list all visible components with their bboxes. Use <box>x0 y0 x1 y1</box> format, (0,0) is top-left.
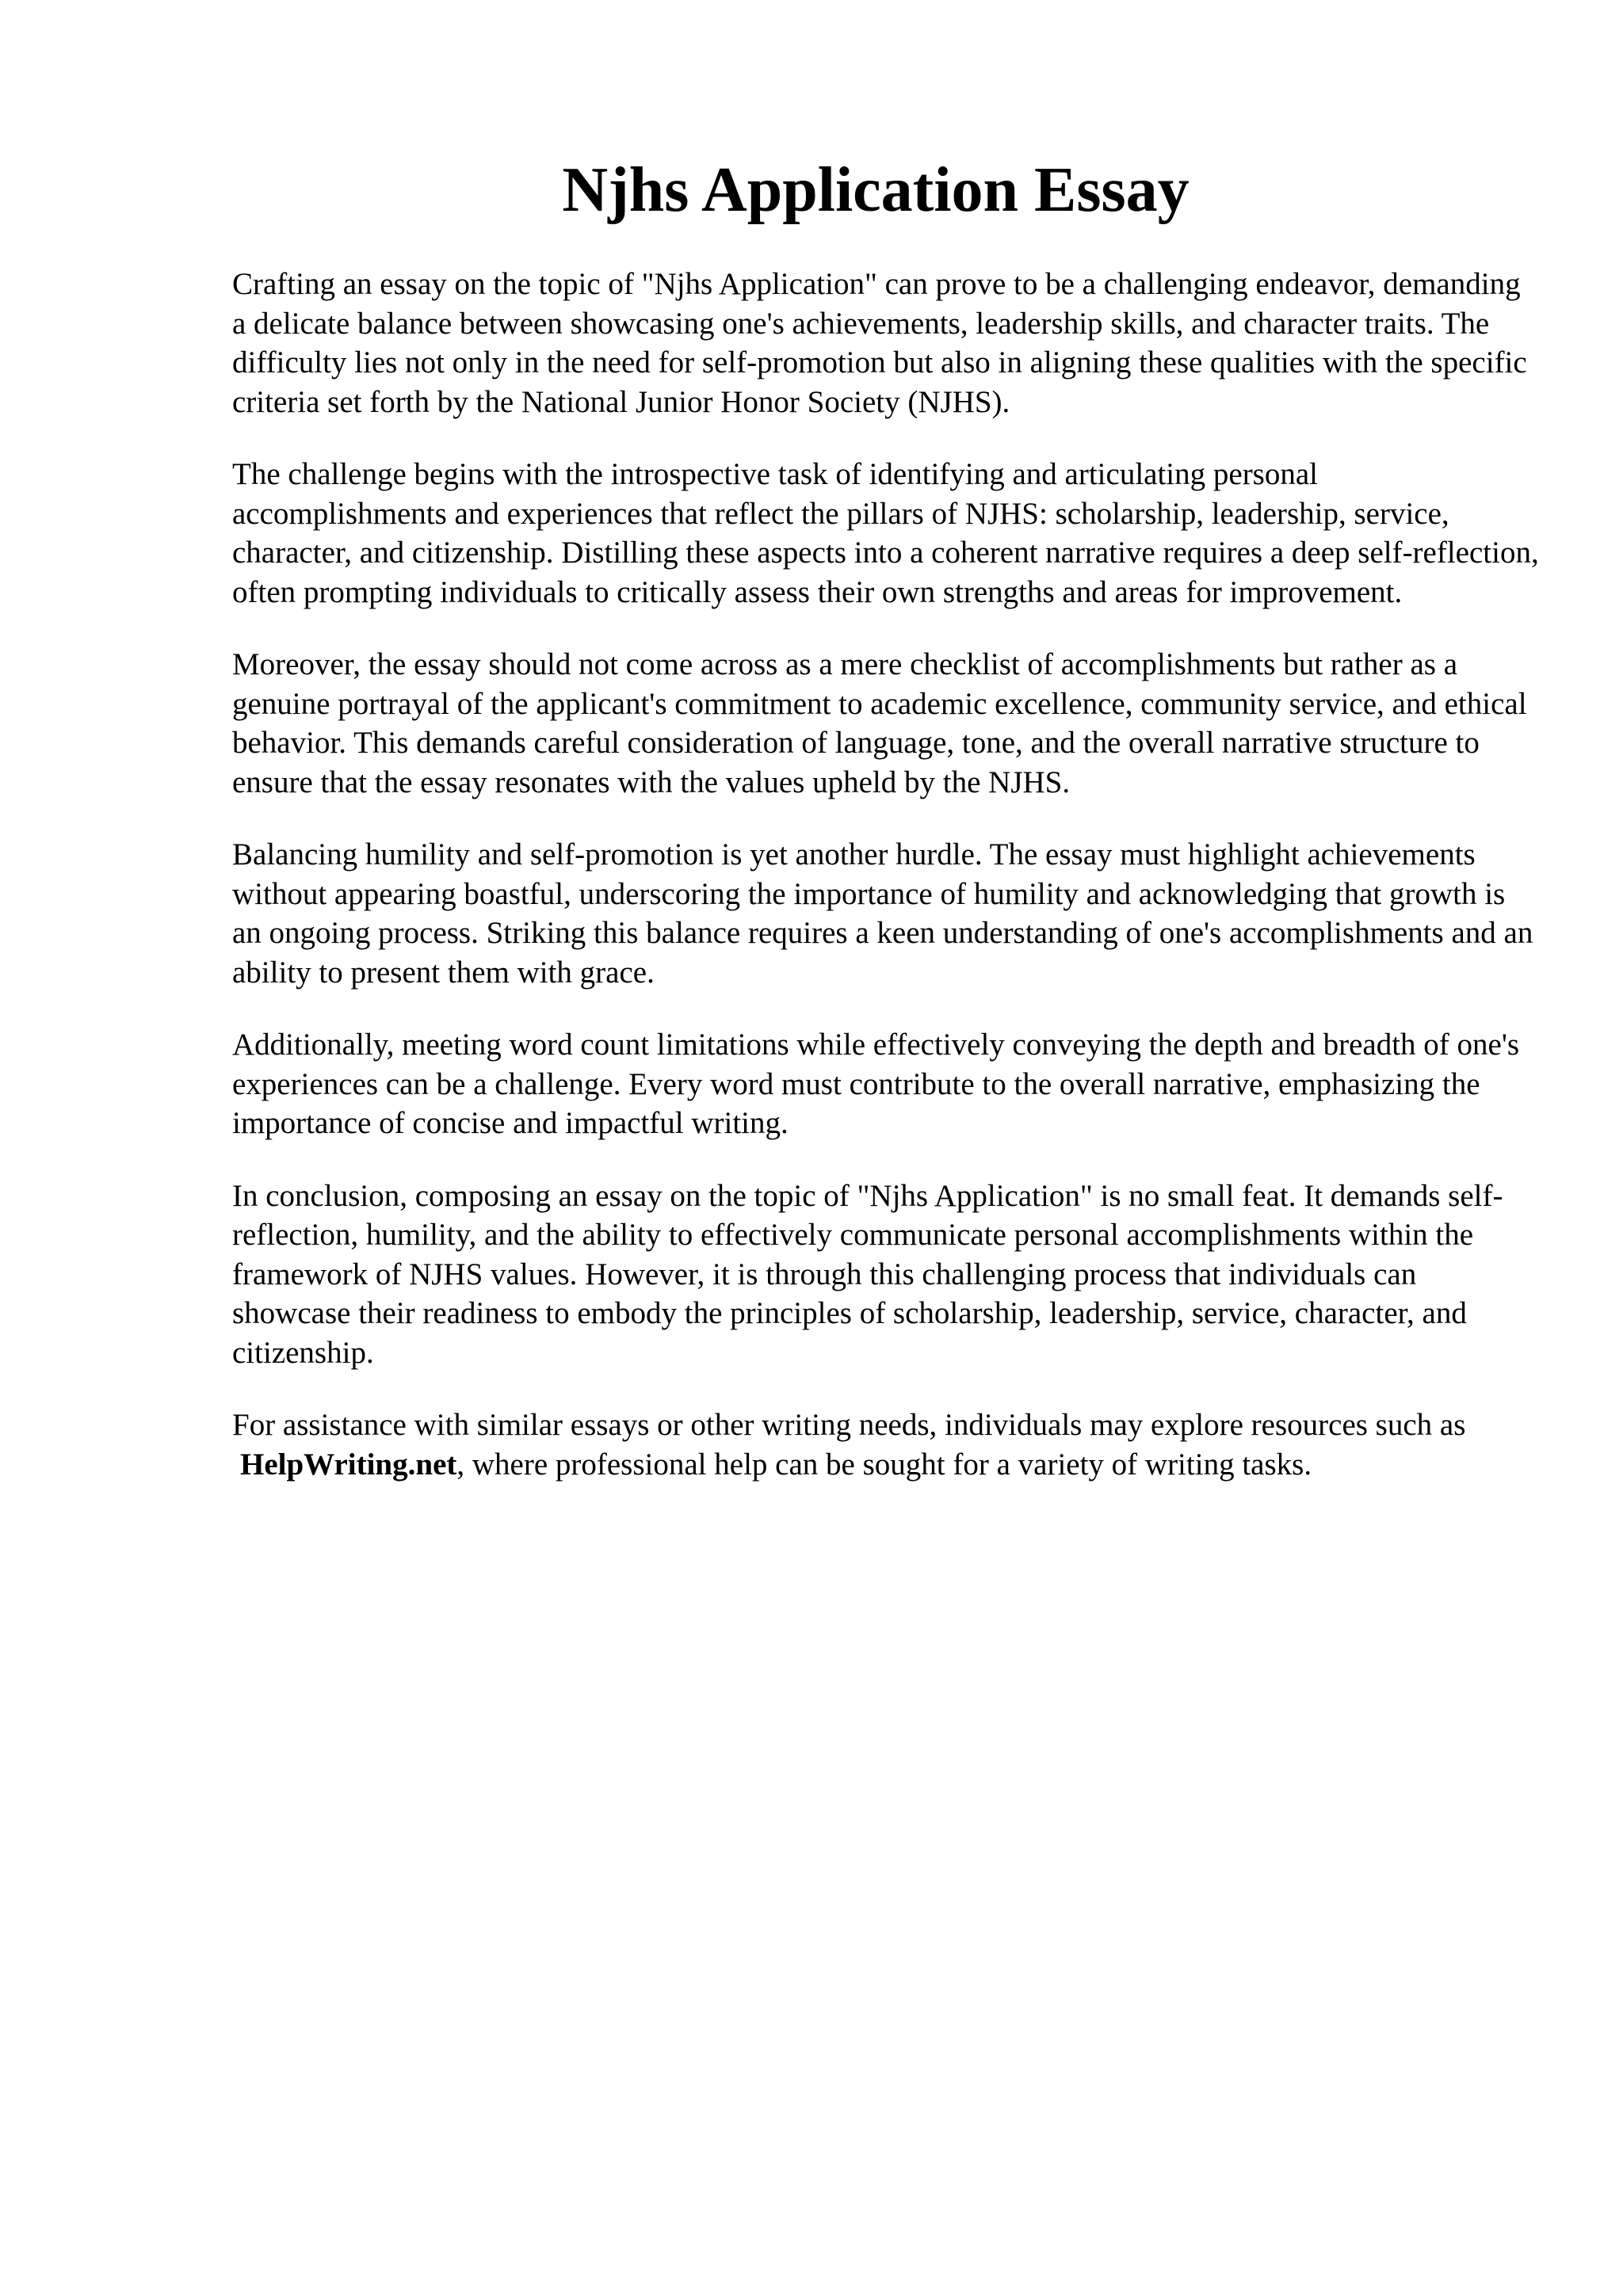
helpwriting-link[interactable]: HelpWriting.net <box>240 1447 457 1482</box>
paragraph-5: Additionally, meeting word count limitations while effectively conveying the depth and breadth of one's experiences can be a challenge. Every word must contribute to the overall narrative, emphasizing the importance of concise and impactful writing. <box>232 1028 1520 1140</box>
paragraph-3: Moreover, the essay should not come across as a mere checklist of accomplishments but rather as a genuine portrayal of the applicant's commitment to academic excellence, community service, and ethical behavior. This demands careful consideration of language, tone, and the overall narrative structure to ensure that the essay resonates with the values upheld by the NJHS. <box>232 647 1527 799</box>
closing-text-after: , where professional help can be sought for a variety of writing tasks. <box>456 1447 1312 1482</box>
document-body <box>232 265 1540 1517</box>
paragraph-4: Balancing humility and self-promotion is yet another hurdle. The essay must highlight achievements without appearing boastful, underscoring the importance of humility and acknowledging that growth is an ongoing process. Striking this balance requires a keen understanding of one's accomplishments and an ability to present them with grace. <box>232 837 1533 990</box>
paragraph-2: The challenge begins with the introspective task of identifying and articulating personal accomplishments and experiences that reflect the pillars of NJHS: scholarship, leadership, service, character, and citizenship. Distilling these aspects into a coherent narrative requires a deep self-reflection, often prompting individuals to critically assess their own strengths and areas for improvement. <box>232 457 1539 609</box>
paragraph-6: In conclusion, composing an essay on the topic of "Njhs Application" is no small feat. It demands self-reflection, humility, and the ability to effectively communicate personal accomplishments within the framework of NJHS values. However, it is through this challenging process that individuals can showcase their readiness to embody the principles of scholarship, leadership, service, character, and citizenship. <box>232 1178 1503 1370</box>
closing-text-before: For assistance with similar essays or other writing needs, individuals may explore resources such as <box>232 1408 1466 1442</box>
paragraph-1: Crafting an essay on the topic of "Njhs Application" can prove to be a challenging endeavor, demanding a delicate balance between showcasing one's achievements, leadership skills, and character traits. The difficulty lies not only in the need for self-promotion but also in aligning these qualities with the specific criteria set forth by the National Junior Honor Society (NJHS). <box>232 267 1527 419</box>
document-title: Njhs Application Essay <box>562 155 1190 225</box>
closing-paragraph <box>232 1405 1540 1484</box>
